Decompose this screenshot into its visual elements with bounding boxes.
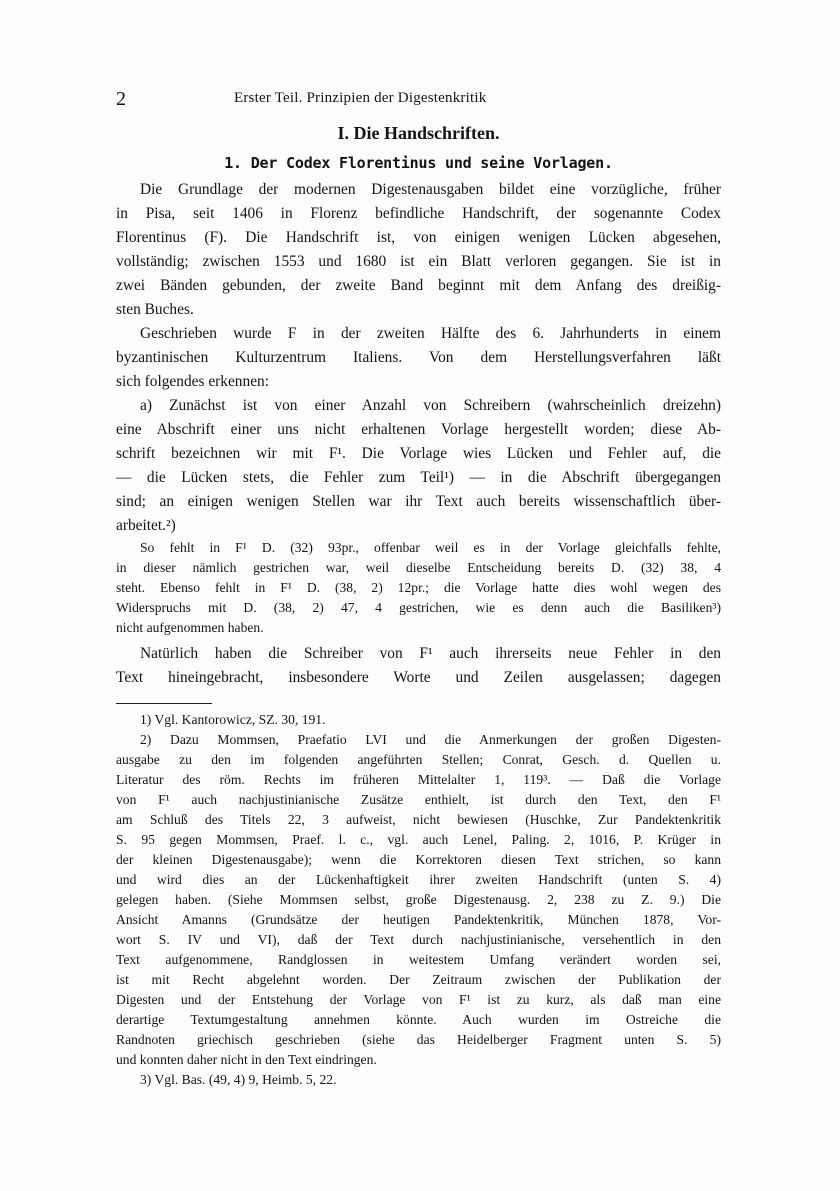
note-line: So fehlt in F¹ D. (32) 93pr., offenbar weil es in der Vorlage gleichfalls fehlte, (140, 540, 721, 555)
section-title: 1. Der Codex Florentinus und seine Vorlagen. (224, 154, 613, 172)
footnote-line: S. 95 gegen Mommsen, Praef. l. c., vgl. auch Lenel, Paling. 2, 1016, P. Krüger in (116, 832, 721, 847)
small-print-note (116, 538, 721, 638)
footnote-rule (116, 703, 212, 704)
page-body (116, 118, 721, 1090)
footnote-line: der kleinen Digestenausgabe); wenn die Korrektoren diesen Text strichen, so kann (116, 852, 721, 867)
text-line: Die Grundlage der modernen Digestenausgaben bildet eine vorzügliche, früher (140, 181, 721, 198)
running-title: Erster Teil. Prinzipien der Digestenkritik (234, 90, 487, 106)
text-line: Natürlich haben die Schreiber von F¹ auch ihrerseits neue Fehler in den (140, 645, 721, 662)
paragraph-1 (116, 178, 721, 322)
paragraph-2 (116, 322, 721, 394)
footnote-line: Literatur des röm. Rechts im früheren Mittelalter 1, 119³. — Daß die Vorlage (116, 772, 721, 787)
page-number: 2 (116, 88, 126, 110)
footnotes (116, 710, 721, 1090)
footnote-2 (116, 730, 721, 1070)
footnote-line: Digesten und der Entstehung der Vorlage von F¹ ist zu kurz, als daß man eine (116, 992, 721, 1007)
note-line: Widerspruchs mit D. (38, 2) 47, 4 gestrichen, wie es denn auch die Basiliken³) (116, 600, 721, 615)
footnote-line: und wird dies an der Lückenhaftigkeit ihrer zweiten Handschrift (unten S. 4) (116, 872, 721, 887)
text-line: Florentinus (F). Die Handschrift ist, von einigen wenigen Lücken abgesehen, (116, 229, 721, 246)
note-line: in dieser nämlich gestrichen war, weil dieselbe Entscheidung bereits D. (32) 38, 4 (116, 560, 721, 575)
chapter-title: I. Die Handschriften. (337, 123, 500, 143)
text-line: sind; an einigen wenigen Stellen war ihr Text auch bereits wissenschaftlich über- (116, 493, 721, 510)
footnote-line: und konnten daher nicht in den Text eindringen. (116, 1052, 377, 1067)
running-header (116, 88, 721, 112)
text-line: a) Zunächst ist von einer Anzahl von Schreibern (wahrscheinlich dreizehn) (140, 397, 721, 414)
footnote-line: 2) Dazu Mommsen, Praefatio LVI und die Anmerkungen der großen Digesten- (140, 732, 721, 747)
paragraph-4 (116, 642, 721, 690)
footnote-line: am Schluß des Titels 22, 3 aufweist, nicht bewiesen (Huschke, Zur Pandektenkritik (116, 812, 721, 827)
text-line: in Pisa, seit 1406 in Florenz befindliche Handschrift, der sogenannte Codex (116, 205, 721, 222)
footnote-1 (116, 710, 721, 730)
footnote-line: ist mit Recht abgelehnt worden. Der Zeitraum zwischen der Publikation der (116, 972, 721, 987)
text-line: sich folgendes erkennen: (116, 373, 269, 390)
footnote-line: ausgabe zu den im folgenden angeführten Stellen; Conrat, Gesch. d. Quellen u. (116, 752, 721, 767)
footnote-line: 3) Vgl. Bas. (49, 4) 9, Heimb. 5, 22. (140, 1072, 337, 1087)
text-line: vollständig; zwischen 1553 und 1680 ist ein Blatt verloren gegangen. Sie ist in (116, 253, 721, 270)
text-line: zwei Bänden gebunden, der zweite Band beginnt mit dem Anfang des dreißig- (116, 277, 721, 294)
footnote-line: Text aufgenommene, Randglossen in weitestem Umfang verändert worden sei, (116, 952, 721, 967)
footnote-line: 1) Vgl. Kantorowicz, SZ. 30, 191. (140, 712, 326, 727)
text-line: arbeitet.²) (116, 517, 176, 534)
footnote-line: Ansicht Amanns (Grundsätze der heutigen Pandektenkritik, München 1878, Vor- (116, 912, 721, 927)
text-line: sten Buches. (116, 301, 194, 318)
text-line: byzantinischen Kulturzentrum Italiens. Von dem Herstellungsverfahren läßt (116, 349, 721, 366)
text-line: schrift bezeichnen wir mit F¹. Die Vorlage wies Lücken und Fehler auf, die (116, 445, 721, 462)
footnote-line: von F¹ auch nachjustinianische Zusätze enthielt, ist durch den Text, den F¹ (116, 792, 721, 807)
text-line: Text hineingebracht, insbesondere Worte und Zeilen ausgelassen; dagegen (116, 669, 721, 686)
footnote-line: derartige Textumgestaltung annehmen könnte. Auch wurden im Ostreiche die (116, 1012, 721, 1027)
text-line: — die Lücken stets, die Fehler zum Teil¹) — in die Abschrift übergegangen (116, 469, 721, 486)
note-line: nicht aufgenommen haben. (116, 620, 264, 635)
footnote-line: wort S. IV und VI), daß der Text durch nachjustinianische, versehentlich in den (116, 932, 721, 947)
footnote-line: gelegen haben. (Siehe Mommsen selbst, große Digestenausg. 2, 238 zu Z. 9.) Die (116, 892, 721, 907)
paragraph-3 (116, 394, 721, 538)
note-line: steht. Ebenso fehlt in F¹ D. (38, 2) 12pr.; die Vorlage hatte dies wohl wegen des (116, 580, 721, 595)
footnote-line: Randnoten griechisch geschrieben (siehe das Heidelberger Fragment unten S. 5) (116, 1032, 721, 1047)
text-line: Geschrieben wurde F in der zweiten Hälfte des 6. Jahrhunderts in einem (140, 325, 721, 342)
text-line: eine Abschrift einer uns nicht erhaltenen Vorlage hergestellt worden; diese Ab- (116, 421, 721, 438)
footnote-3 (116, 1070, 721, 1090)
